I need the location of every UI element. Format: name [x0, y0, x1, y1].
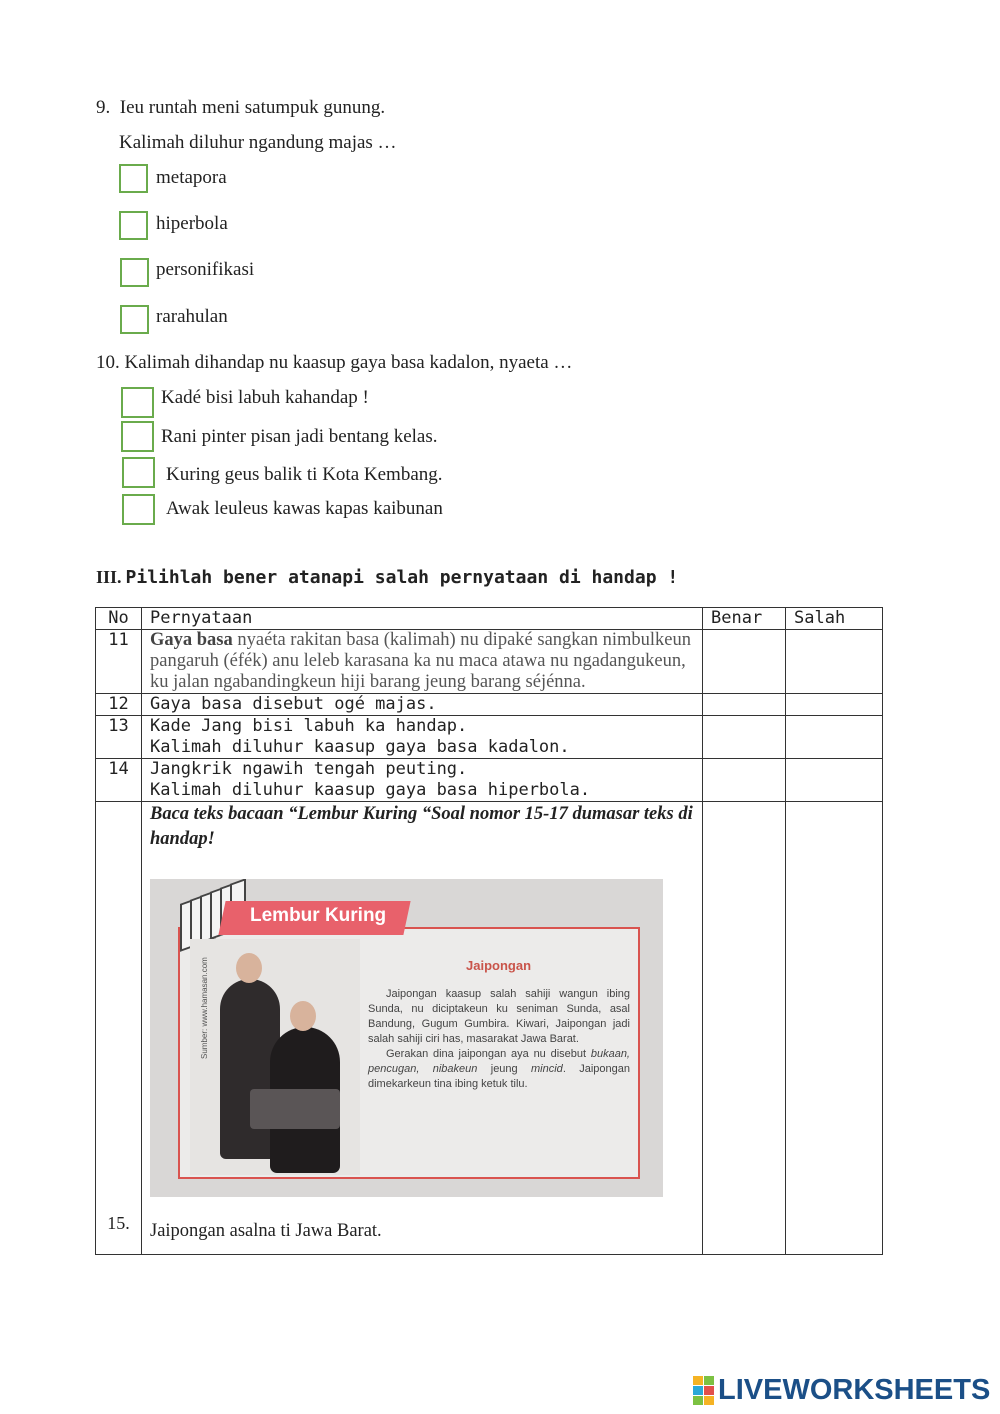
q10-option-4-label: Awak leuleus kawas kapas kaibunan [166, 498, 443, 519]
row-number: 11 [96, 630, 142, 694]
answer-false-cell[interactable] [786, 759, 883, 802]
question-9-number: 9. [96, 97, 111, 118]
row-number: 15. [96, 802, 142, 1255]
q9-option-4-label: rarahulan [156, 306, 228, 327]
article-body [368, 987, 630, 1092]
statement-cell [142, 802, 703, 1255]
statement-line-2: Kalimah diluhur kaasup gaya basa kadalon. [150, 737, 570, 757]
q10-option-3-checkbox[interactable] [122, 457, 155, 488]
header-false: Salah [786, 608, 883, 630]
header-no: No [96, 608, 142, 630]
row-number: 14 [96, 759, 142, 802]
reading-instruction: Baca teks bacaan “Lembur Kuring “Soal nomor 15-17 dumasar teks di handap! [150, 804, 693, 849]
section-3-heading [96, 567, 678, 588]
table-row [96, 759, 883, 802]
statement-cell [142, 759, 703, 802]
header-true: Benar [703, 608, 786, 630]
answer-true-cell[interactable] [703, 759, 786, 802]
q9-option-4-checkbox[interactable] [120, 305, 149, 334]
table-row [96, 630, 883, 694]
q10-option-1-label: Kadé bisi labuh kahandap ! [161, 387, 369, 408]
article-title: Jaipongan [466, 958, 532, 973]
q9-option-3-checkbox[interactable] [120, 258, 149, 287]
row-number: 13 [96, 716, 142, 759]
q9-option-1-checkbox[interactable] [119, 164, 148, 193]
answer-false-cell[interactable] [786, 802, 883, 1255]
q10-option-1-checkbox[interactable] [121, 387, 154, 418]
liveworksheets-logo[interactable] [693, 1375, 990, 1405]
statement-text: nyaéta rakitan basa (kalimah) nu dipaké sangkan nimbulkeun pangaruh (éfék) anu leleb karasana ka nu maca atawa nu ngadangukeun, ku jalan ngabandingkeun hiji barang jeung barang séjénna. [150, 630, 692, 692]
table-row [96, 694, 883, 716]
statement-bold: Gaya basa [150, 630, 233, 650]
statement-15-text: Jaipongan asalna ti Jawa Barat. [150, 1221, 382, 1241]
q9-option-2-label: hiperbola [156, 213, 228, 234]
statement-cell [142, 716, 703, 759]
statement-line-1: Kade Jang bisi labuh ka handap. [150, 716, 468, 736]
answer-false-cell[interactable] [786, 694, 883, 716]
table-header-row [96, 608, 883, 630]
logo-text: LIVEWORKSHEETS [718, 1373, 991, 1406]
question-10-text: 10. Kalimah dihandap nu kaasup gaya basa kadalon, nyaeta … [96, 352, 573, 373]
q10-option-3-label: Kuring geus balik ti Kota Kembang. [166, 464, 443, 485]
section-3-numeral: III. [96, 567, 122, 587]
banner-title: Lembur Kuring [250, 905, 387, 926]
answer-true-cell[interactable] [703, 802, 786, 1255]
table-row-15 [96, 802, 883, 1255]
q9-option-3-label: personifikasi [156, 259, 255, 280]
reading-photo [150, 879, 663, 1197]
dancers-photo [190, 939, 360, 1175]
q10-option-2-checkbox[interactable] [121, 421, 154, 452]
logo-mark-icon [693, 1376, 714, 1405]
answer-true-cell[interactable] [703, 694, 786, 716]
header-statement: Pernyataan [142, 608, 703, 630]
answer-false-cell[interactable] [786, 716, 883, 759]
section-3-title: Pilihlah bener atanapi salah pernyataan di handap ! [125, 567, 679, 588]
q9-option-1-label: metapora [156, 167, 227, 188]
statement-cell [142, 630, 703, 694]
q10-option-2-label: Rani pinter pisan jadi bentang kelas. [161, 426, 438, 447]
answer-false-cell[interactable] [786, 630, 883, 694]
answer-true-cell[interactable] [703, 630, 786, 694]
question-9-prompt: Kalimah diluhur ngandung majas … [119, 132, 397, 153]
true-false-table [95, 607, 883, 1255]
question-9-text: Ieu runtah meni satumpuk gunung. [119, 97, 386, 118]
statement-line-2: Kalimah diluhur kaasup gaya basa hiperbola. [150, 780, 591, 800]
photo-credit: Sumber: www.hamasan.com [200, 957, 209, 1059]
question-9 [96, 97, 385, 119]
article-paragraph-2: Gerakan dina jaipongan aya nu disebut bukaan, pencugan, nibakeun jeung mincid. Jaipongan dimekarkeun tina ibing ketuk tilu. [368, 1048, 630, 1090]
article-paragraph-1: Jaipongan kaasup salah sahiji wangun ibing Sunda, nu diciptakeun ku seniman Sunda, asal Bandung, Gugum Gumbira. Kiwari, Jaipongan jadi salah sahiji ciri has, masarakat Jawa Barat. [368, 988, 630, 1045]
q9-option-2-checkbox[interactable] [119, 211, 148, 240]
answer-true-cell[interactable] [703, 716, 786, 759]
table-row [96, 716, 883, 759]
statement-line-1: Jangkrik ngawih tengah peuting. [150, 759, 468, 779]
statement-text: Gaya basa disebut ogé majas. [142, 694, 703, 716]
q10-option-4-checkbox[interactable] [122, 494, 155, 525]
row-number: 12 [96, 694, 142, 716]
